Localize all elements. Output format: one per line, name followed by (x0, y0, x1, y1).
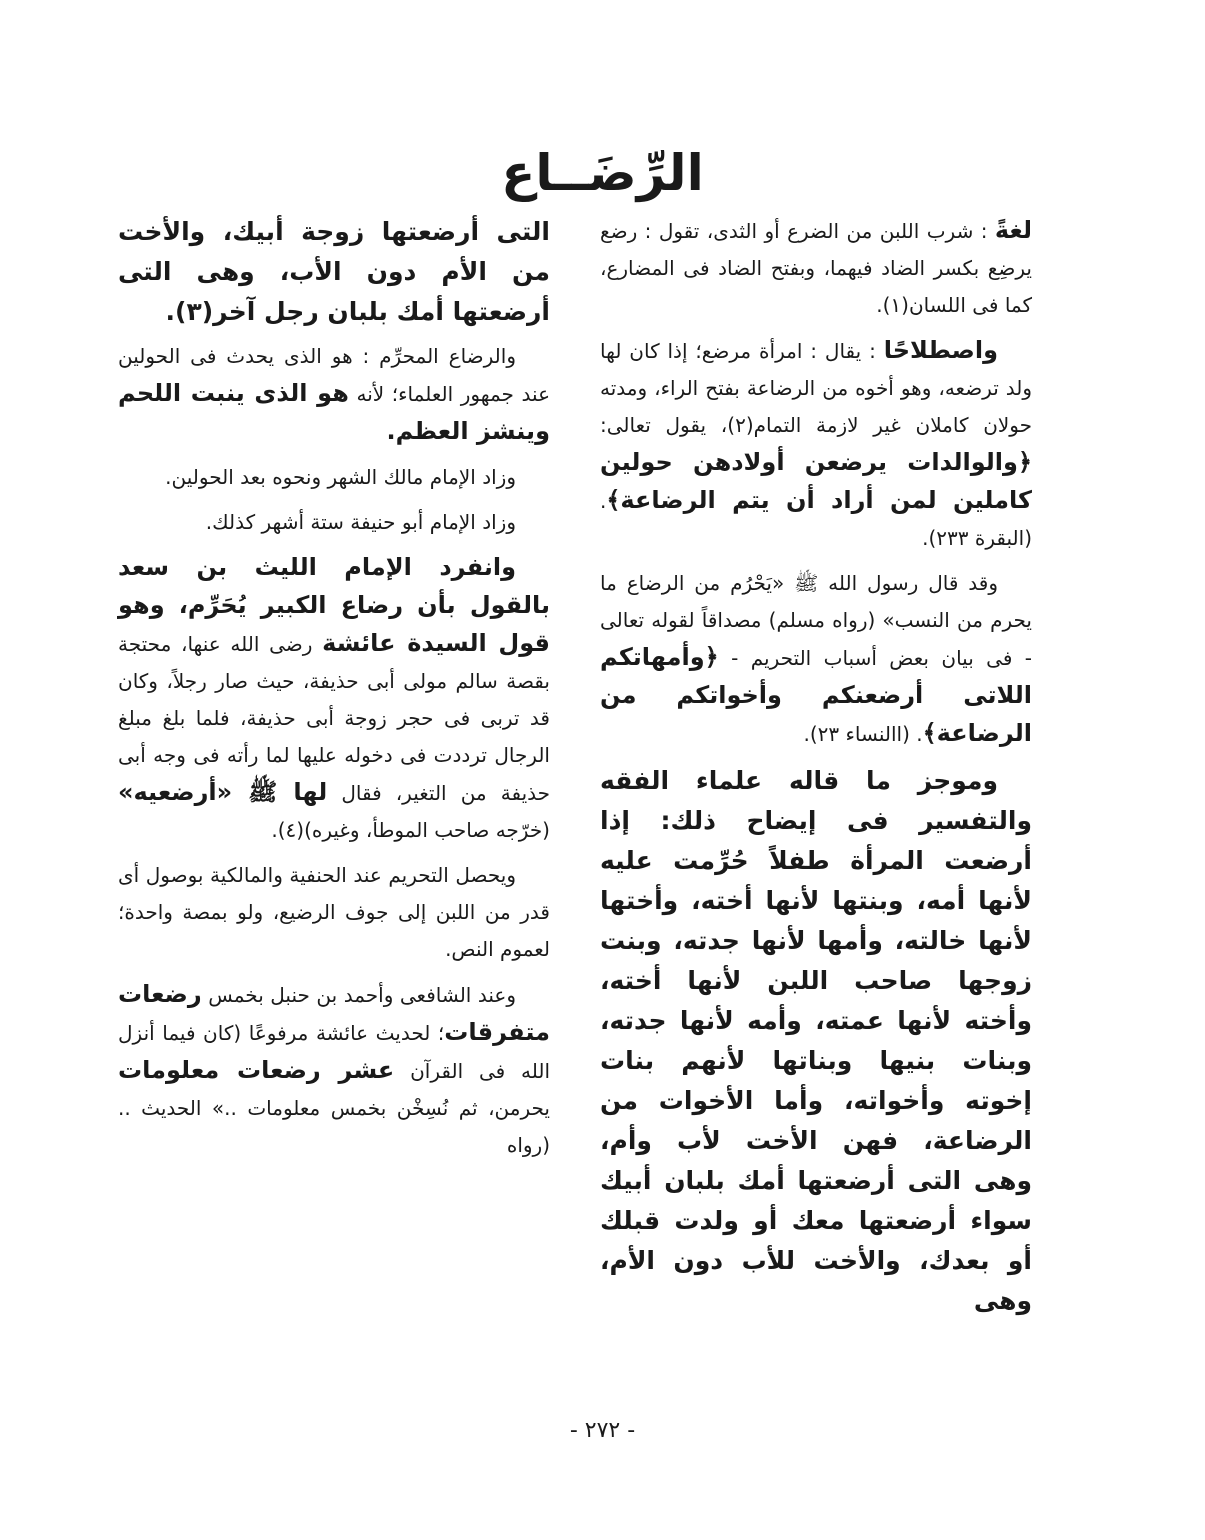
paragraph-hadith: وقد قال رسول الله ﷺ «يَحْرُم من الرضاع ما يحرم من النسب» (رواه مسلم) مصداقاً لقوله تعالى - فى بيان بعض أسباب التحريم - ﴿وأمهاتكم اللاتى أرضعنكم وأخواتكم من الرضاعة﴾. (االنساء ٢٣). (600, 571, 1032, 747)
paragraph-lugha: لغةً : شرب اللبن من الضرع أو الثدى، تقول : رضع يرضِع بكسر الضاد فيهما، وبفتح الضاد فى المضارع، كما فى اللسان(١). (600, 216, 1032, 317)
term-istilahan: واصطلاحًا (883, 336, 998, 364)
paragraph-layth: وانفرد الإمام الليث بن سعد بالقول بأن رضاع الكبير يُحَرِّم، وهو قول السيدة عائشة رضى الله عنها، محتجة بقصة سالم مولى أبى حذيفة، حيث صار رجلاً، وكان قد تربى فى حجر زوجة أبى حذيفة، فلما بلغ مبلغ الرجال ترددت فى دخوله عليها لما رأته فى وجه أبى حذيفة من التغير، فقال لها ﷺ «أرضعيه» (خرّجه صاحب الموطأ، وغيره)(٤). (118, 553, 551, 842)
term-lugha: لغةً (994, 216, 1032, 244)
right-column (600, 212, 1032, 1327)
paragraph-hanafiya: ويحصل التحريم عند الحنفية والمالكية بوصول أى قدر من اللبن إلى جوف الرضيع، ولو بمصة واحدة؛ لعموم النص. (118, 863, 550, 961)
paragraph-shafii: وعند الشافعى وأحمد بن حنبل بخمس رضعات متفرقات؛ لحديث عائشة مرفوعًا (كان فيما أنزل الله فى القرآن عشر رضعات معلومات يحرمن، ثم نُسِخْن بخمس معلومات ..» الحديث .. (رواه (118, 980, 550, 1157)
paragraph-malik: وزاد الإمام مالك الشهر ونحوه بعد الحولين. (165, 465, 516, 489)
paragraph-muharrim: والرضاع المحرِّم : هو الذى يحدث فى الحولين عند جمهور العلماء؛ لأنه هو الذى ينبت اللحم وينشز العظم. (118, 344, 550, 445)
quran-quote: ﴿والوالدات يرضعن أولادهن حولين كاملين لمن أراد أن يتم الرضاعة﴾ (600, 448, 1032, 514)
paragraph-istilahan: واصطلاحًا : يقال : امرأة مرضع؛ إذا كان لها ولد ترضعه، وهو أخوه من الرضاعة بفتح الراء، ومدته حولان كاملان غير لازمة التمام(٢)، يقول تعالى: ﴿والوالدات يرضعن أولادهن حولين كاملين لمن أراد أن يتم الرضاعة﴾. (البقرة ٢٣٣). (600, 336, 1032, 550)
page-number: - ٢٧٢ - (569, 1418, 636, 1443)
paragraph-abu-hanifa: وزاد الإمام أبو حنيفة ستة أشهر كذلك. (205, 510, 516, 534)
page-title: الرِّضَــاع (501, 144, 704, 202)
paragraph-summary: وموجز ما قاله علماء الفقه والتفسير فى إيضاح ذلك: إذا أرضعت المرأة طفلاً حُرِّمت عليه لأنها أمه، وبنتها لأنها أخته، وأختها لأنها خالته، وأمها لأنها جدته، وبنت زوجها صاحب اللبن لأنها أخته، وأخته لأنها عمته، وأمه لأنها جدته، وبنات بنيها وبناتها لأنهم بنات إخوته وأخواته، وأما الأخوات من الرضاعة، فهن الأخت لأب وأم، وهى التى أرضعتها أمك بلبان أبيك سواء أرضعتها معك أو ولدت قبلك أو بعدك، والأخت للأب دون الأم، وهى (600, 766, 1032, 1315)
paragraph-continuation: التى أرضعتها زوجة أبيك، والأخت من الأم دون الأب، وهى التى أرضعتها أمك بلبان رجل آخر(٣). (118, 217, 550, 326)
quran-quote: ﴿وأمهاتكم اللاتى أرضعنكم وأخواتكم من الرضاعة﴾ (600, 643, 1032, 747)
left-column (118, 212, 550, 1172)
